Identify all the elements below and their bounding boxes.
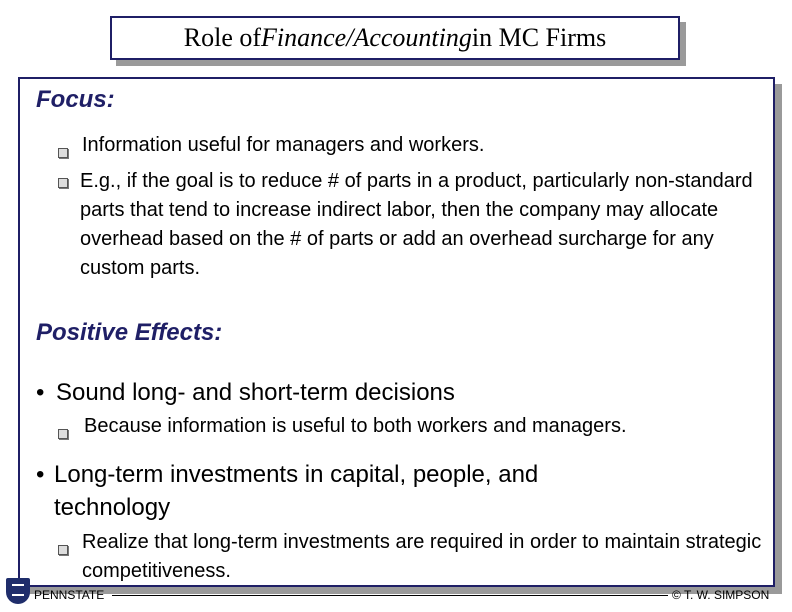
positive-point-1: Sound long- and short-term decisions [56, 379, 455, 406]
footer-divider [112, 595, 668, 596]
positive-effects-heading: Positive Effects: [36, 319, 223, 346]
box-bullet-icon [58, 429, 68, 439]
title-text-before: Role of [183, 23, 262, 52]
bullet-dot-icon: • [36, 379, 45, 406]
focus-item-1: Information useful for managers and workers. [82, 134, 485, 156]
bullet-dot-icon: • [36, 461, 45, 488]
positive-sub-2: Realize that long-term investments are required in order to maintain strategic competitiveness. [82, 531, 762, 582]
title-text-italic: Finance/Accounting [261, 23, 472, 52]
focus-item-2: E.g., if the goal is to reduce # of parts in a product, particularly non-standard parts that tend to increase indirect labor, then the company may allocate overhead based on the # of parts or add an overhead surcharge for any custom parts. [80, 170, 753, 279]
box-bullet-icon [58, 545, 68, 555]
box-bullet-icon [58, 178, 68, 188]
slide-title [110, 16, 680, 60]
focus-heading: Focus: [36, 86, 115, 113]
title-text-after: in MC Firms [471, 23, 607, 52]
positive-sub-1: Because information is useful to both workers and managers. [84, 415, 627, 437]
pennstate-shield-icon [6, 578, 30, 604]
box-bullet-icon [58, 148, 68, 158]
footer-pennstate: PENNSTATE [34, 588, 105, 602]
footer-copyright: © T. W. SIMPSON [672, 588, 770, 602]
positive-point-2: Long-term investments in capital, people, and technology [54, 461, 539, 521]
